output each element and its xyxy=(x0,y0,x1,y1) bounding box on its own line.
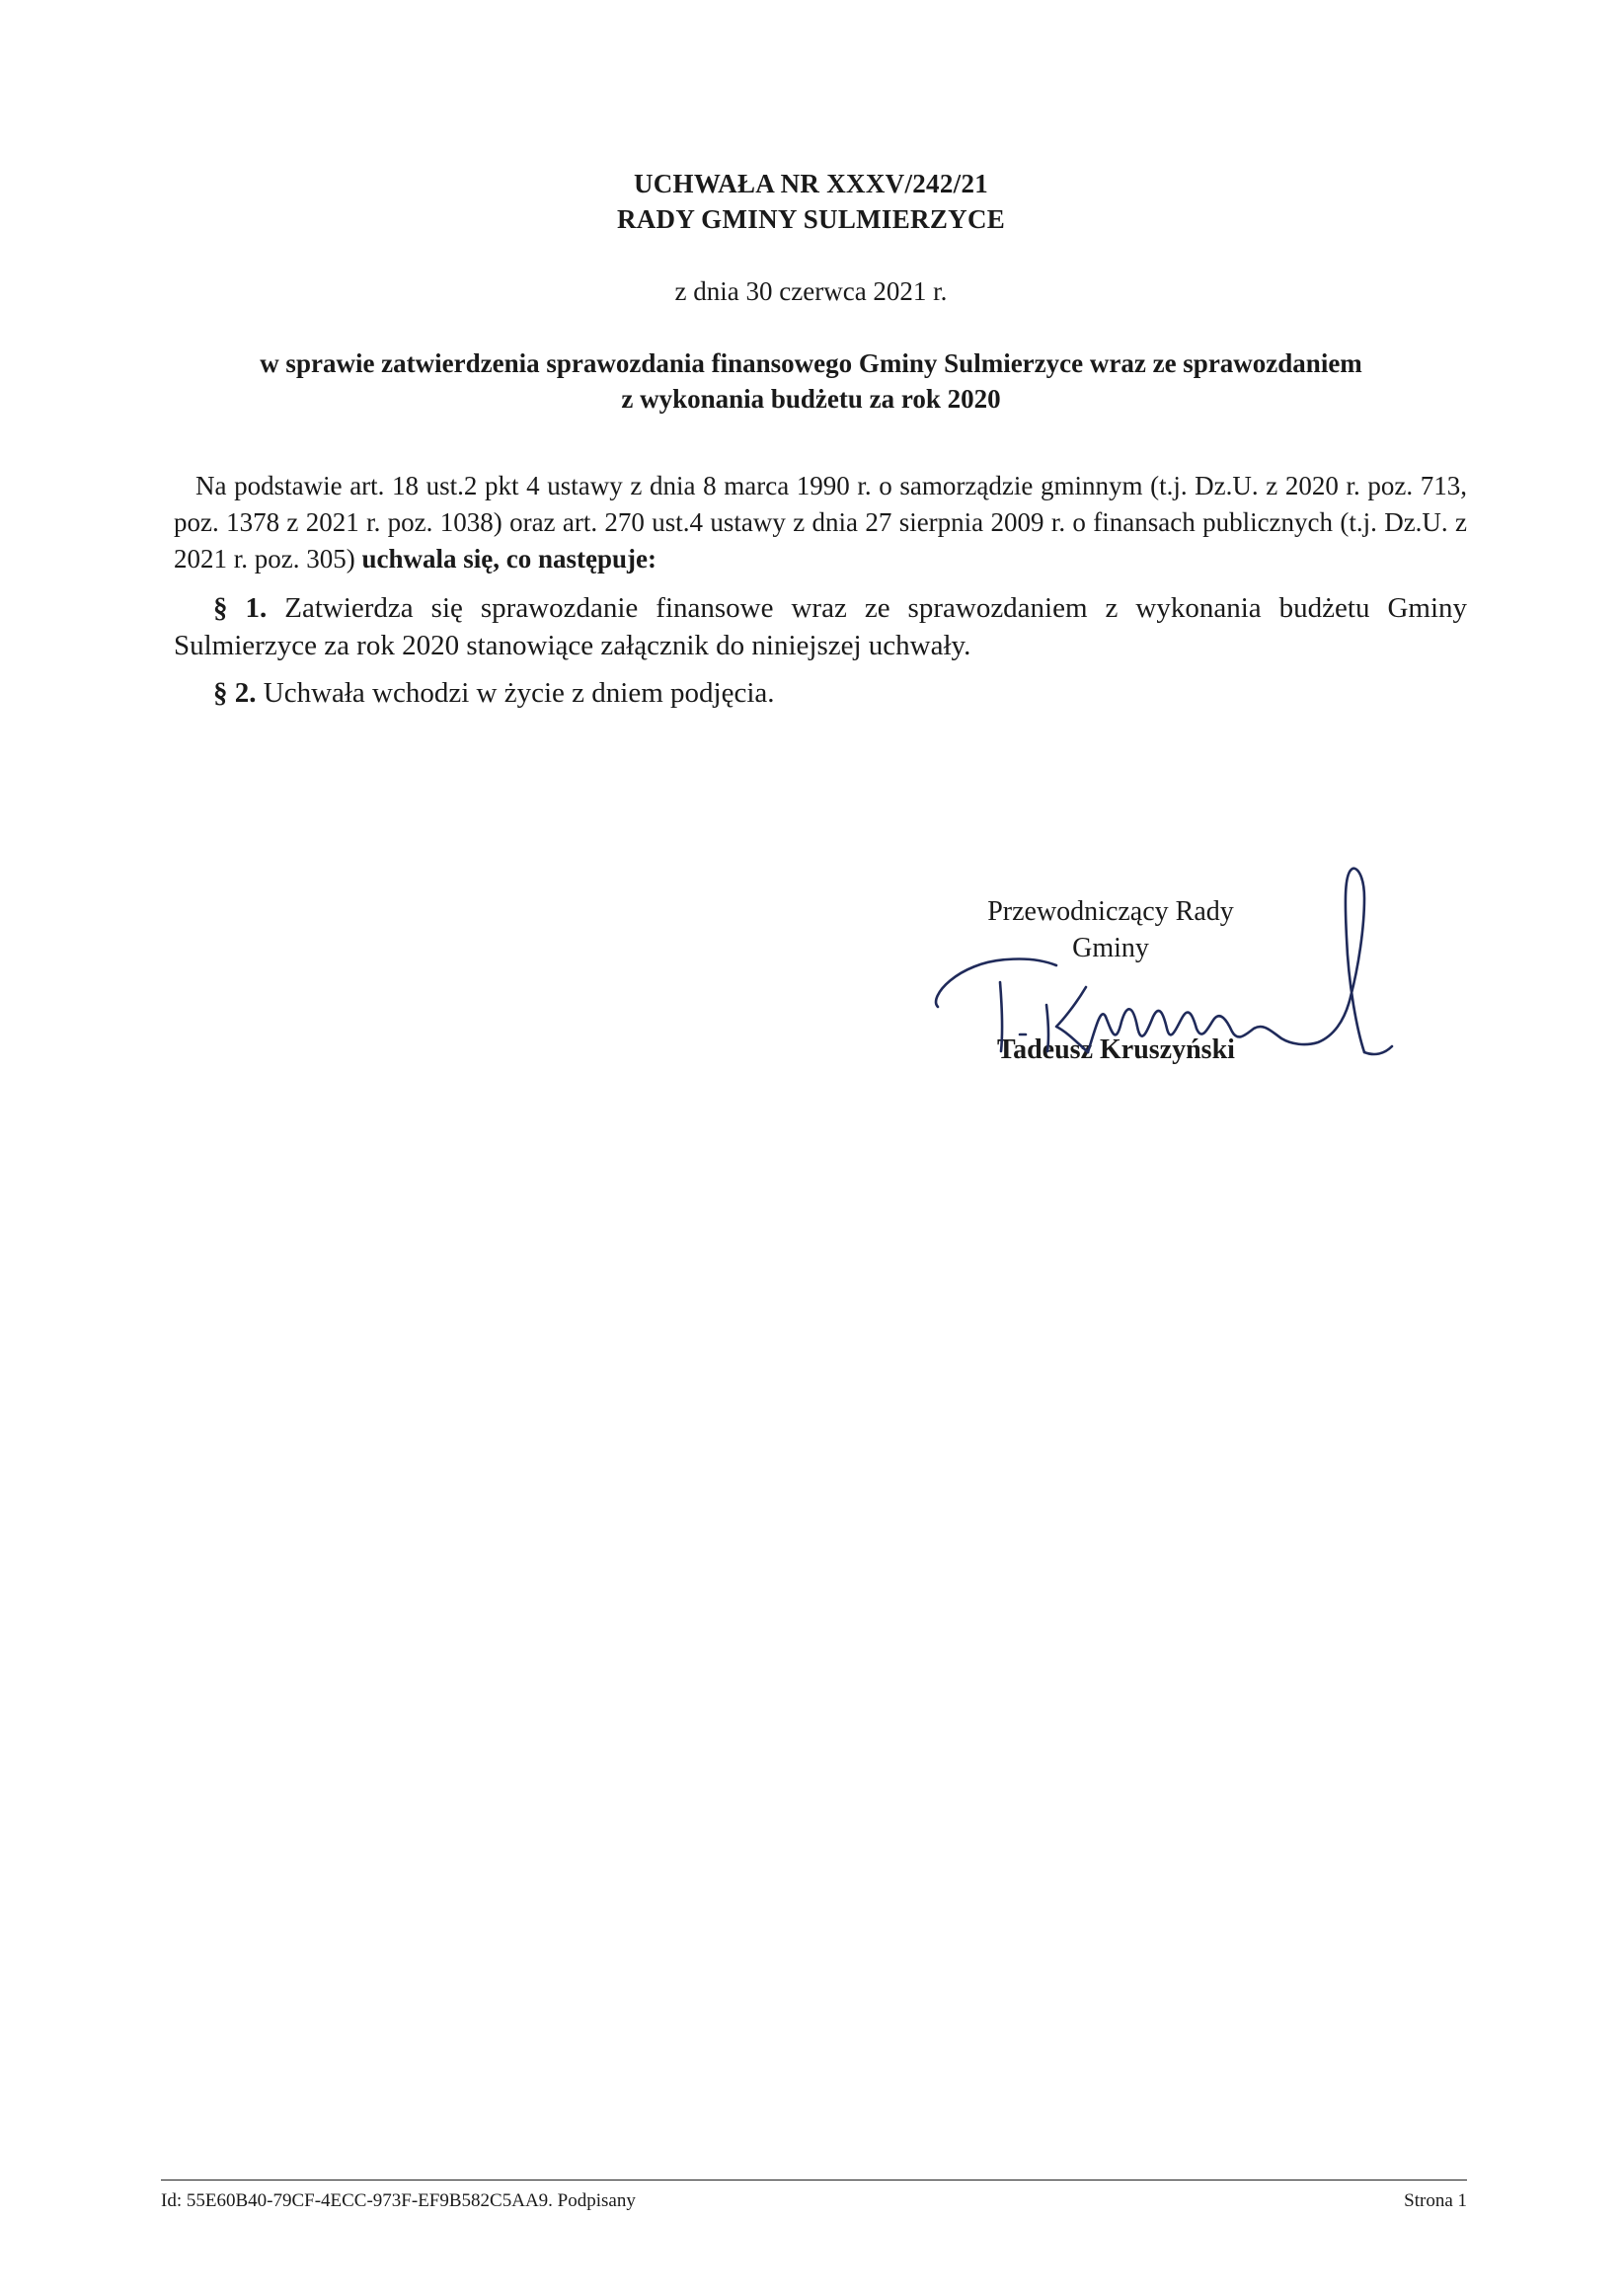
paragraph-2-text: Uchwała wchodzi w życie z dniem podjęcia. xyxy=(263,677,775,709)
signature-stroke-scribble xyxy=(1088,869,1364,1052)
document-header xyxy=(0,166,1622,237)
signature-stroke-t-bar xyxy=(936,958,1056,1007)
signature-stroke-tail xyxy=(1364,1046,1392,1054)
subject-line-1: w sprawie zatwierdzenia sprawozdania finansowego Gminy Sulmierzyce wraz ze sprawozdaniem xyxy=(260,348,1362,378)
preamble-closing: uchwala się, co następuje: xyxy=(361,544,657,574)
signature-stroke-k xyxy=(1046,987,1088,1052)
document-footer xyxy=(161,2189,1467,2213)
document-id: Id: 55E60B40-79CF-4ECC-973F-EF9B582C5AA9. Podpisany xyxy=(161,2190,636,2211)
resolution-body xyxy=(174,468,1467,712)
paragraph-2 xyxy=(174,674,1467,712)
footer-divider xyxy=(161,2180,1467,2181)
signatory-role-line-1: Przewodniczący Rady xyxy=(987,896,1234,927)
preamble xyxy=(174,468,1467,577)
signatory-name: Tadeusz Kruszyński xyxy=(997,1034,1235,1065)
resolution-number: UCHWAŁA NR XXXV/242/21 xyxy=(633,169,989,198)
subject-block xyxy=(0,345,1622,417)
paragraph-1-label: § 1. xyxy=(213,592,268,624)
signatory-role-line-2: Gminy xyxy=(1072,933,1149,963)
handwritten-signature xyxy=(918,859,1471,1066)
paragraph-1 xyxy=(174,589,1467,664)
date-block xyxy=(0,273,1622,309)
paragraph-1-text: Zatwierdza się sprawozdanie finansowe wraz ze sprawozdaniem z wykonania budżetu Gminy Sulmierzyce za rok 2020 stanowiące załącznik do niniejszej uchwały. xyxy=(174,592,1468,661)
page-number: Strona 1 xyxy=(1404,2190,1467,2211)
paragraph-2-label: § 2. xyxy=(213,677,257,709)
signature-stroke-t-stem xyxy=(1000,982,1002,1051)
council-name: RADY GMINY SULMIERZYCE xyxy=(616,204,1006,234)
subject-line-2: z wykonania budżetu za rok 2020 xyxy=(621,384,1001,414)
resolution-date: z dnia 30 czerwca 2021 r. xyxy=(674,276,948,306)
preamble-text: Na podstawie art. 18 ust.2 pkt 4 ustawy z dnia 8 marca 1990 r. o samorządzie gminnym (t.j. Dz.U. z 2020 r. poz. 713, poz. 1378 z 2021 r. poz. 1038) oraz art. 270 ust.4 ustawy z dnia 27 sierpnia 2009 r. o finansach publicznych (t.j. Dz.U. z 2021 r. poz. 305) xyxy=(174,471,1467,574)
